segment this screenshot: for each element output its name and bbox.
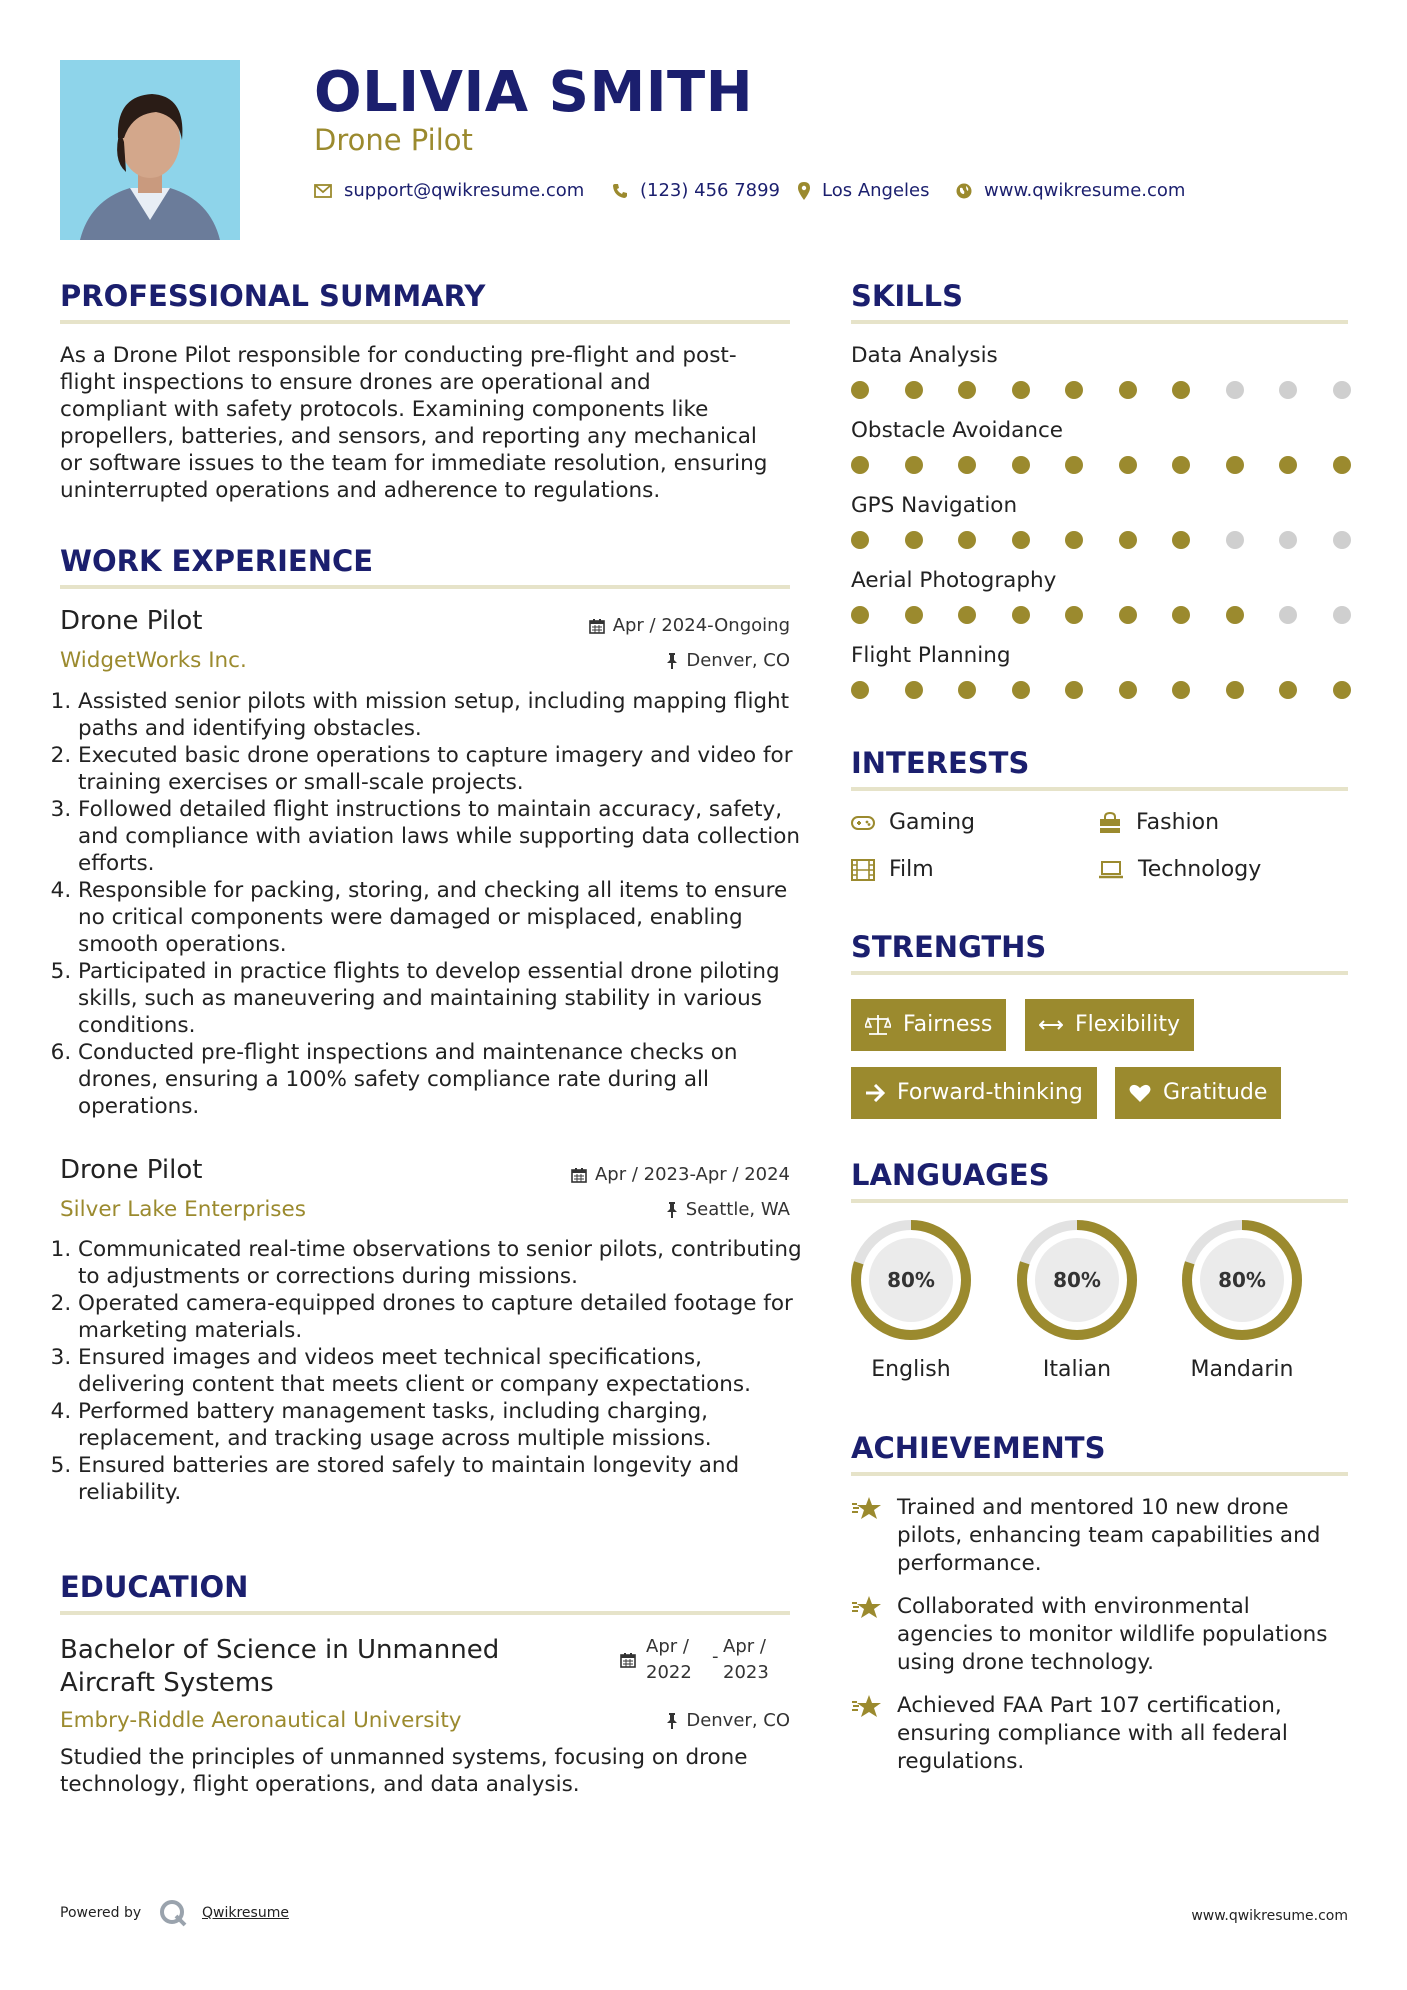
strengths-heading: STRENGTHS bbox=[851, 930, 1047, 964]
achievement-line: pilots, enhancing team capabilities and bbox=[897, 1523, 1321, 1548]
achievement-line: agencies to monitor wildlife populations bbox=[897, 1622, 1328, 1647]
job-bullet: 1. Communicated real-time observations to senior pilots, contributing to adjustments or corrections during missions. bbox=[78, 1236, 812, 1290]
contact-email[interactable] bbox=[314, 178, 584, 204]
skill-dot-filled bbox=[905, 531, 923, 549]
skill-dot-filled bbox=[1172, 606, 1190, 624]
website-text: www.qwikresume.com bbox=[984, 180, 1186, 201]
footer-website-link[interactable]: www.qwikresume.com bbox=[1191, 1908, 1348, 1924]
skill-rating bbox=[851, 681, 1351, 699]
shopping-bag-icon bbox=[1098, 812, 1122, 834]
job-company: Silver Lake Enterprises bbox=[60, 1197, 306, 1222]
pushpin-icon bbox=[666, 1202, 678, 1218]
interest-technology bbox=[1098, 855, 1261, 885]
skill-dot-filled bbox=[1172, 681, 1190, 699]
skill-dot-filled bbox=[1065, 681, 1083, 699]
summary-line: As a Drone Pilot responsible for conducting pre-flight and post- bbox=[60, 343, 737, 368]
arrows-horizontal-icon bbox=[1039, 1019, 1063, 1031]
skill-dot-empty bbox=[1279, 531, 1297, 549]
strength-label: Fairness bbox=[903, 1012, 993, 1037]
summary-line: or software issues to the team for immediate resolution, ensuring bbox=[60, 451, 768, 476]
end-month: Apr / bbox=[723, 1636, 766, 1657]
skill-dot-filled bbox=[1119, 531, 1137, 549]
job-location bbox=[500, 1198, 790, 1222]
skill-dot-filled bbox=[1065, 531, 1083, 549]
skill-dot-empty bbox=[1226, 381, 1244, 399]
skills-divider bbox=[851, 320, 1348, 324]
job-title: Drone Pilot bbox=[60, 1155, 203, 1185]
language-percent: 80% bbox=[1053, 1268, 1101, 1292]
skill-dot-filled bbox=[851, 456, 869, 474]
interest-label: Film bbox=[889, 857, 934, 882]
map-pin-icon bbox=[798, 182, 810, 200]
calendar-icon bbox=[620, 1652, 636, 1668]
skill-name: Aerial Photography bbox=[851, 568, 1057, 593]
envelope-icon bbox=[314, 184, 332, 198]
skill-dot-filled bbox=[958, 606, 976, 624]
skill-dot-filled bbox=[851, 681, 869, 699]
skill-rating bbox=[851, 606, 1351, 624]
skill-dot-filled bbox=[1172, 456, 1190, 474]
interests-heading: INTERESTS bbox=[851, 746, 1030, 780]
skill-dot-filled bbox=[1172, 381, 1190, 399]
balance-scale-icon bbox=[865, 1014, 891, 1036]
achievements-heading: ACHIEVEMENTS bbox=[851, 1431, 1106, 1465]
language-percent: 80% bbox=[1218, 1268, 1266, 1292]
skill-dot-filled bbox=[1279, 456, 1297, 474]
interest-label: Technology bbox=[1138, 857, 1262, 882]
job-dates bbox=[500, 614, 790, 638]
summary-text bbox=[60, 342, 800, 504]
skill-dot-filled bbox=[1065, 381, 1083, 399]
skill-dot-empty bbox=[1333, 381, 1351, 399]
heart-icon bbox=[1129, 1083, 1151, 1103]
calendar-icon bbox=[571, 1167, 587, 1183]
degree-title bbox=[60, 1634, 620, 1700]
degree-line: Bachelor of Science in Unmanned bbox=[60, 1635, 500, 1665]
summary-divider bbox=[60, 320, 790, 324]
skill-dot-filled bbox=[1226, 456, 1244, 474]
candidate-name: OLIVIA SMITH bbox=[314, 60, 754, 125]
skill-dot-empty bbox=[1333, 531, 1351, 549]
powered-by-text: Powered by bbox=[60, 1905, 142, 1921]
language-percent: 80% bbox=[887, 1268, 935, 1292]
job-title: Drone Pilot bbox=[60, 606, 203, 636]
contact-website[interactable] bbox=[956, 178, 1185, 204]
skill-dot-empty bbox=[1279, 381, 1297, 399]
achievement-line: using drone technology. bbox=[897, 1650, 1154, 1675]
skill-dot-filled bbox=[1065, 456, 1083, 474]
skill-dot-filled bbox=[851, 606, 869, 624]
contact-phone[interactable] bbox=[612, 178, 780, 204]
education-desc-line: Studied the principles of unmanned systems, focusing on drone bbox=[60, 1745, 748, 1770]
job-bullet: 2. Operated camera-equipped drones to capture detailed footage for marketing materials. bbox=[78, 1290, 812, 1344]
date-separator: - bbox=[712, 1646, 719, 1667]
skill-dot-filled bbox=[1012, 381, 1030, 399]
languages-heading: LANGUAGES bbox=[851, 1158, 1050, 1192]
skill-dot-filled bbox=[851, 381, 869, 399]
experience-divider bbox=[60, 585, 790, 589]
skill-name: Flight Planning bbox=[851, 643, 1011, 668]
education-location-text: Denver, CO bbox=[686, 1710, 790, 1731]
location-text: Los Angeles bbox=[822, 180, 930, 201]
qwikresume-link[interactable]: Qwikresume bbox=[202, 1905, 289, 1921]
language-name: English bbox=[871, 1357, 951, 1382]
education-heading: EDUCATION bbox=[60, 1570, 249, 1604]
language-name: Italian bbox=[1042, 1357, 1112, 1382]
summary-heading: PROFESSIONAL SUMMARY bbox=[60, 279, 486, 313]
email-text: support@qwikresume.com bbox=[344, 180, 585, 201]
skill-dot-filled bbox=[958, 681, 976, 699]
job-location bbox=[500, 649, 790, 673]
calendar-icon bbox=[589, 618, 605, 634]
start-month: Apr / bbox=[646, 1636, 689, 1657]
interest-fashion bbox=[1098, 808, 1219, 838]
achievement-line: regulations. bbox=[897, 1749, 1025, 1774]
job-bullet: 1. Assisted senior pilots with mission setup, including mapping flight paths and identifying obstacles. bbox=[78, 688, 812, 742]
skills-heading: SKILLS bbox=[851, 279, 963, 313]
job-dates bbox=[500, 1163, 790, 1187]
summary-line: uninterrupted operations and adherence to regulations. bbox=[60, 478, 661, 503]
interest-gaming bbox=[851, 808, 975, 838]
qwikresume-logo-icon bbox=[158, 1898, 188, 1928]
strengths-divider bbox=[851, 971, 1348, 975]
strength-label: Forward-thinking bbox=[897, 1080, 1083, 1105]
degree-line: Aircraft Systems bbox=[60, 1668, 274, 1698]
skill-dot-filled bbox=[1226, 606, 1244, 624]
interests-divider bbox=[851, 787, 1348, 791]
skill-dot-filled bbox=[958, 456, 976, 474]
job-bullet: 5. Ensured batteries are stored safely to maintain longevity and reliability. bbox=[78, 1452, 812, 1506]
job-dates-text: Apr / 2024-Ongoing bbox=[612, 615, 790, 636]
strength-label: Gratitude bbox=[1163, 1080, 1268, 1105]
skill-name: GPS Navigation bbox=[851, 493, 1018, 518]
gamepad-icon bbox=[851, 815, 875, 831]
skill-rating bbox=[851, 381, 1351, 399]
skill-dot-filled bbox=[1065, 606, 1083, 624]
profile-photo bbox=[60, 60, 240, 240]
skill-dot-filled bbox=[905, 456, 923, 474]
job-bullet: 4. Performed battery management tasks, including charging, replacement, and tracking usage across multiple missions. bbox=[78, 1398, 812, 1452]
job-bullet: 3. Ensured images and videos meet technical specifications, delivering content that meets client or company expectations. bbox=[78, 1344, 812, 1398]
job-bullet: 6. Conducted pre-flight inspections and maintenance checks on drones, ensuring a 100% safety compliance rate during all operations. bbox=[78, 1039, 812, 1120]
skill-dot-empty bbox=[1279, 606, 1297, 624]
achievement-line: Trained and mentored 10 new drone bbox=[897, 1495, 1289, 1520]
film-icon bbox=[851, 859, 875, 881]
skill-dot-filled bbox=[905, 381, 923, 399]
phone-text: (123) 456 7899 bbox=[640, 180, 781, 201]
languages-divider bbox=[851, 1199, 1348, 1203]
strength-label: Flexibility bbox=[1075, 1012, 1180, 1037]
skill-dot-filled bbox=[1012, 531, 1030, 549]
interest-label: Gaming bbox=[889, 810, 975, 835]
laptop-icon bbox=[1098, 860, 1124, 880]
education-start bbox=[646, 1634, 692, 1686]
job-bullet: 2. Executed basic drone operations to capture imagery and video for training exercises or small-scale projects. bbox=[78, 742, 812, 796]
education-location bbox=[500, 1709, 790, 1733]
skill-dot-filled bbox=[905, 606, 923, 624]
skill-dot-filled bbox=[958, 531, 976, 549]
strength-tag bbox=[851, 1067, 1097, 1119]
achievement-item bbox=[897, 1593, 1357, 1677]
star-award-icon bbox=[851, 1496, 883, 1522]
skill-dot-filled bbox=[1333, 456, 1351, 474]
skill-name: Data Analysis bbox=[851, 343, 998, 368]
phone-icon bbox=[612, 183, 628, 199]
skill-dot-filled bbox=[1119, 456, 1137, 474]
education-divider bbox=[60, 1611, 790, 1615]
school-name: Embry-Riddle Aeronautical University bbox=[60, 1708, 462, 1733]
skill-dot-filled bbox=[1226, 681, 1244, 699]
job-dates-text: Apr / 2023-Apr / 2024 bbox=[594, 1164, 790, 1185]
education-end bbox=[723, 1634, 769, 1686]
job-bullet: 4. Responsible for packing, storing, and checking all items to ensure no critical components were damaged or misplaced, enabling smooth operations. bbox=[78, 877, 812, 958]
pushpin-icon bbox=[666, 653, 678, 669]
achievement-line: Achieved FAA Part 107 certification, bbox=[897, 1693, 1282, 1718]
strength-tag bbox=[851, 999, 1006, 1051]
achievement-line: ensuring compliance with all federal bbox=[897, 1721, 1288, 1746]
pushpin-icon bbox=[666, 1713, 678, 1729]
star-award-icon bbox=[851, 1694, 883, 1720]
language-progress-ring bbox=[1181, 1219, 1303, 1341]
achievement-item bbox=[897, 1494, 1357, 1578]
skill-dot-filled bbox=[1119, 681, 1137, 699]
job-company: WidgetWorks Inc. bbox=[60, 648, 247, 673]
skill-dot-filled bbox=[851, 531, 869, 549]
skill-name: Obstacle Avoidance bbox=[851, 418, 1064, 443]
summary-line: propellers, batteries, and sensors, and reporting any mechanical bbox=[60, 424, 757, 449]
education-description bbox=[60, 1744, 800, 1798]
job-bullets bbox=[58, 1236, 812, 1506]
job-bullets bbox=[58, 688, 812, 1120]
skill-rating bbox=[851, 531, 1351, 549]
star-award-icon bbox=[851, 1595, 883, 1621]
job-bullet: 5. Participated in practice flights to develop essential drone piloting skills, such as maneuvering and maintaining stability in various conditions. bbox=[78, 958, 812, 1039]
experience-heading: WORK EXPERIENCE bbox=[60, 544, 374, 578]
strength-tag bbox=[1025, 999, 1194, 1051]
skill-rating bbox=[851, 456, 1351, 474]
skill-dot-empty bbox=[1226, 531, 1244, 549]
skill-dot-filled bbox=[1172, 531, 1190, 549]
skill-dot-empty bbox=[1333, 606, 1351, 624]
skill-dot-filled bbox=[1012, 456, 1030, 474]
candidate-role: Drone Pilot bbox=[314, 123, 473, 157]
start-year: 2022 bbox=[646, 1662, 692, 1683]
job-location-text: Denver, CO bbox=[686, 650, 790, 671]
end-year: 2023 bbox=[723, 1662, 769, 1683]
job-location-text: Seattle, WA bbox=[685, 1199, 790, 1220]
achievement-line: Collaborated with environmental bbox=[897, 1594, 1250, 1619]
arrow-right-icon bbox=[865, 1084, 885, 1102]
contact-location bbox=[798, 178, 930, 204]
skill-dot-filled bbox=[1119, 606, 1137, 624]
education-desc-line: technology, flight operations, and data analysis. bbox=[60, 1772, 580, 1797]
interest-film bbox=[851, 855, 934, 885]
strength-tag bbox=[1115, 1067, 1281, 1119]
skill-dot-filled bbox=[1012, 681, 1030, 699]
language-progress-ring bbox=[1016, 1219, 1138, 1341]
achievement-line: performance. bbox=[897, 1551, 1042, 1576]
job-bullet: 3. Followed detailed flight instructions to maintain accuracy, safety, and compliance with aviation laws while supporting data collection efforts. bbox=[78, 796, 812, 877]
achievements-divider bbox=[851, 1472, 1348, 1476]
summary-line: compliant with safety protocols. Examining components like bbox=[60, 397, 709, 422]
skill-dot-filled bbox=[1119, 381, 1137, 399]
interest-label: Fashion bbox=[1136, 810, 1220, 835]
globe-icon bbox=[956, 183, 972, 199]
achievement-item bbox=[897, 1692, 1357, 1776]
language-progress-ring bbox=[850, 1219, 972, 1341]
skill-dot-filled bbox=[958, 381, 976, 399]
skill-dot-filled bbox=[905, 681, 923, 699]
skill-dot-filled bbox=[1333, 681, 1351, 699]
language-name: Mandarin bbox=[1190, 1357, 1294, 1382]
skill-dot-filled bbox=[1012, 606, 1030, 624]
skill-dot-filled bbox=[1279, 681, 1297, 699]
summary-line: flight inspections to ensure drones are operational and bbox=[60, 370, 651, 395]
